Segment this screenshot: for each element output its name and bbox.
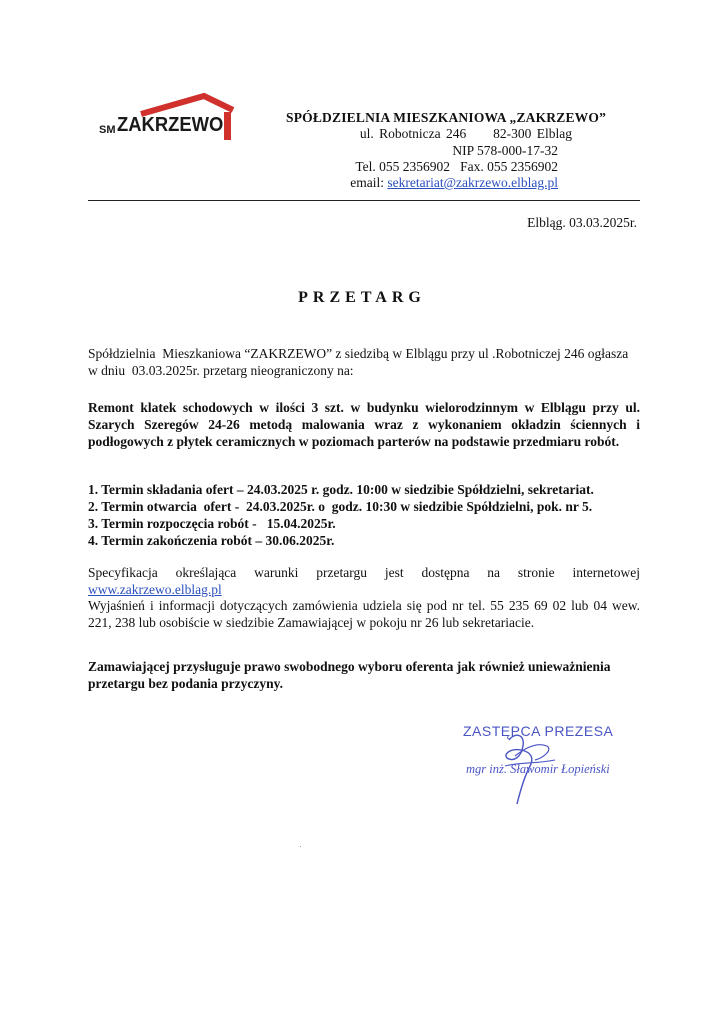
scan-speck (300, 846, 301, 847)
stamp-title: ZASTĘPCA PREZESA (463, 723, 614, 739)
organization-address: ul. Robotnicza 246 82-300 Elblag (359, 126, 572, 141)
specification-paragraph (88, 565, 640, 631)
document-date: Elbląg. 03.03.2025r. (527, 215, 637, 230)
term-item: 2. Termin otwarcia ofert - 24.03.2025r. o godz. 10:30 w siedzibie Spółdzielni, pok. nr 5. (88, 499, 593, 514)
organization-nip: NIP 578-000-17-32 (452, 143, 558, 158)
organization-name: SPÓŁDZIELNIA MIESZKANIOWA „ZAKRZEWO” (286, 110, 607, 125)
terms-list (88, 481, 648, 549)
logo-prefix: SM (99, 124, 116, 136)
term-item: 4. Termin zakończenia robót – 30.06.2025r. (88, 533, 335, 548)
company-logo (97, 92, 237, 144)
document-title: PRZETARG (298, 289, 426, 306)
email-link[interactable]: sekretariat@zakrzewo.elblag.pl (387, 175, 558, 190)
organization-phone: Tel. 055 2356902 Fax. 055 2356902 (355, 159, 558, 174)
specification-text: Specyfikacja określająca warunki przetargu jest dostępna na stronie internetowej (88, 565, 640, 580)
website-link[interactable]: www.zakrzewo.elblag.pl (88, 581, 222, 597)
term-item: 3. Termin rozpoczęcia robót - 15.04.2025r. (88, 516, 336, 531)
intro-paragraph: Spółdzielnia Mieszkaniowa “ZAKRZEWO” z siedzibą w Elblągu przy ul .Robotniczej 246 ogłasza w dniu 03.03.2025r. przetarg nieograniczony na: (88, 346, 632, 378)
term-item: 1. Termin składania ofert – 24.03.2025 r. godz. 10:00 w siedzibie Spółdzielni, sekretariat. (88, 482, 594, 497)
handwritten-signature (495, 728, 565, 808)
email-label: email: (350, 175, 388, 190)
tender-subject: Remont klatek schodowych w ilości 3 szt. w budynku wielorodzinnym w Elblągu przy ul. Szarych Szeregów 24-26 metodą malowania wraz z wykonaniem okładzin ściennych i podłogowych z płytek ceramicznych w poziomach parterów na podstawie przedmiaru robót. (88, 400, 640, 449)
header-divider (88, 200, 640, 201)
contact-info: Wyjaśnień i informacji dotyczących zamówienia udziela się pod nr tel. 55 235 69 02 lub 04 wew. 221, 238 lub osobiście w siedzibie Zamawiającej w pokoju nr 26 lub sekretariacie. (88, 598, 640, 630)
logo-name: ZAKRZEWO (117, 114, 224, 136)
organization-email (350, 175, 558, 191)
stamp-name: mgr inż. Sławomir Łopieński (466, 762, 610, 776)
final-note: Zamawiającej przysługuje prawo swobodnego wyboru oferenta jak również unieważnienia przetargu bez podania przyczyny. (88, 659, 611, 691)
